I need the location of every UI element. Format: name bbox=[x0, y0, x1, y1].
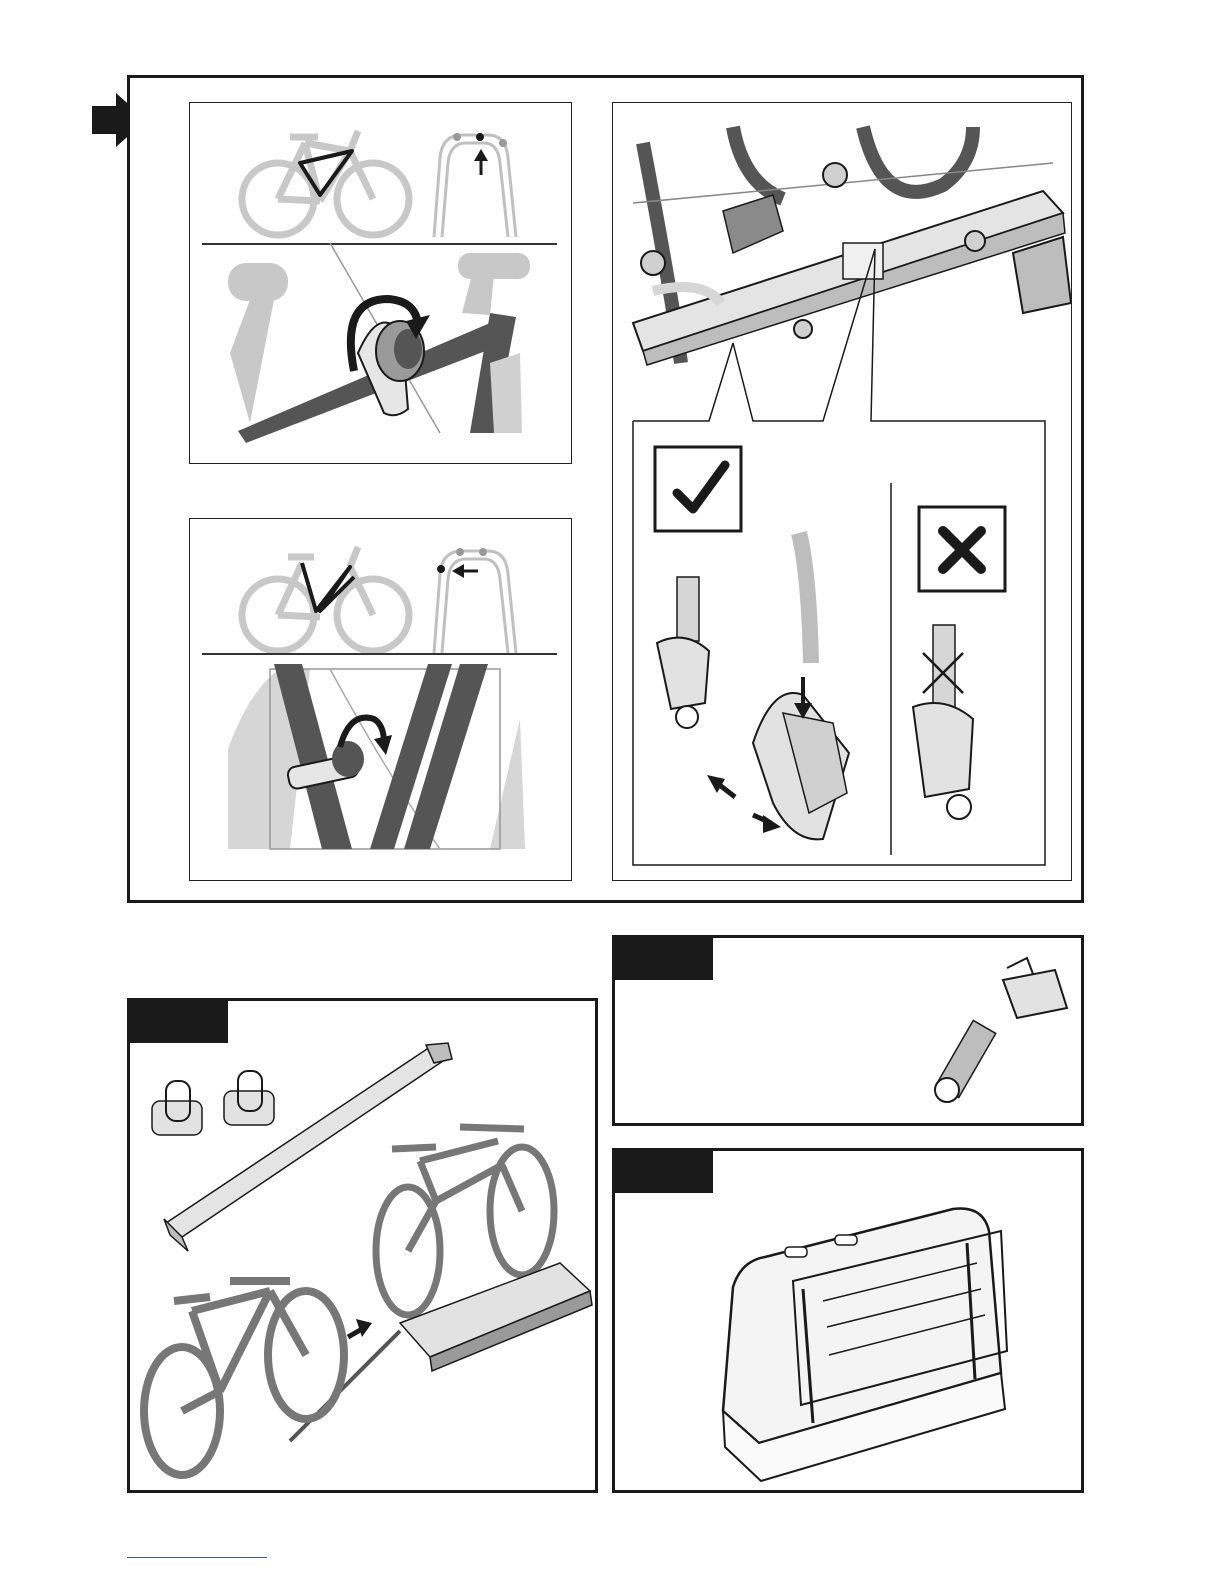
bicycle-loading-illustration bbox=[144, 1281, 344, 1475]
panel-step-through-frame-clamp bbox=[189, 518, 572, 881]
arrow-right-icon bbox=[348, 1319, 372, 1337]
frame-tube-illustration bbox=[274, 664, 488, 849]
cargo-box-illustration bbox=[723, 1208, 1007, 1481]
accessory-frame-wheel-strap bbox=[612, 935, 1084, 1126]
car-rear-illustration bbox=[228, 669, 525, 849]
bike-carrier-closeup-illustration bbox=[633, 127, 1071, 365]
bike-carrier-illustration bbox=[290, 1263, 592, 1441]
footer-link-underline bbox=[127, 1557, 267, 1558]
cross-icon bbox=[919, 507, 1005, 591]
wheel-strap-accessory-illustration bbox=[935, 958, 1067, 1102]
panel-diamond-frame-clamp bbox=[189, 102, 572, 464]
panel-wheel-strap bbox=[612, 102, 1072, 881]
strap-incorrect-illustration bbox=[913, 625, 973, 819]
check-icon bbox=[655, 447, 741, 531]
accessory-frame-adapter bbox=[127, 998, 598, 1493]
extra-frame-clamps-illustration bbox=[152, 1071, 274, 1135]
accessory-frame-cargo-box bbox=[612, 1148, 1084, 1493]
strap-correct-illustration bbox=[657, 533, 849, 839]
